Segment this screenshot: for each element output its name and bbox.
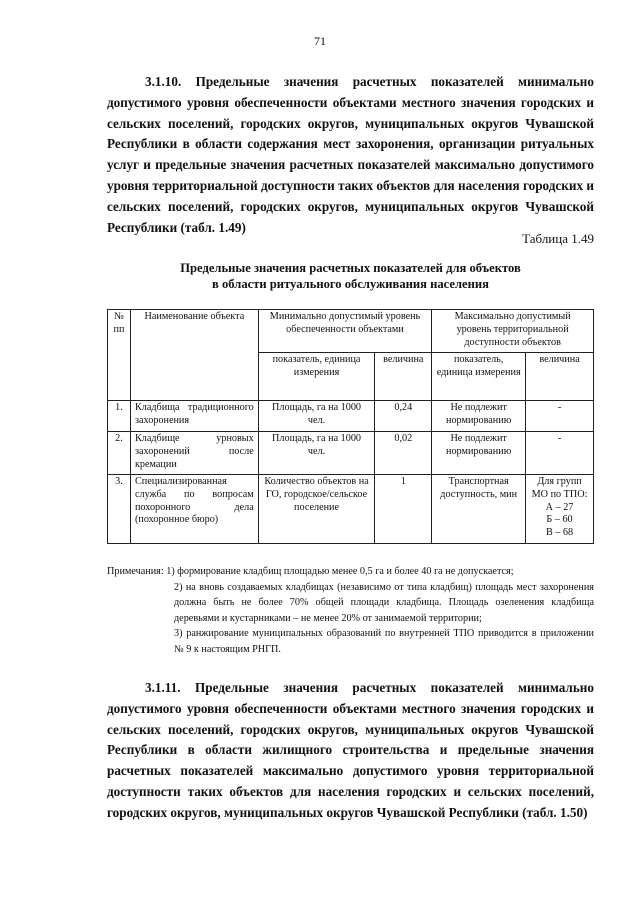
subheader-value: величина bbox=[375, 353, 432, 401]
table-number: Таблица 1.49 bbox=[522, 231, 594, 246]
header-max-access: Максимально допустимый уровень территориальной доступности объектов bbox=[432, 310, 594, 353]
row-min-value: 0,24 bbox=[375, 401, 432, 432]
row-max-indicator: Не подлежит нормированию bbox=[432, 401, 526, 432]
row-max-indicator: Транспортная доступность, мин bbox=[432, 475, 526, 544]
row-max-value bbox=[526, 475, 594, 544]
row-min-indicator: Площадь, га на 1000 чел. bbox=[258, 432, 375, 475]
row-min-indicator: Площадь, га на 1000 чел. bbox=[258, 401, 375, 432]
page-number: 71 bbox=[314, 34, 326, 48]
section-heading-text: 3.1.11. Предельные значения расчетных показателей минимально допустимого уровня обеспеченности объектами местного значения городских и сельских поселений, городских округов, муниципальных округов Чувашской Республики в области жилищного строительства и предельные значения расчетных показателей максимально допустимого уровня территориальной доступности таких объектов для населения городских и сельских поселений, городских округов, муниципальных округов Чувашской Республики (табл. 1.50) bbox=[107, 680, 594, 820]
row-max-value: - bbox=[526, 401, 594, 432]
row-name: Кладбища традиционного захоронения bbox=[130, 401, 258, 432]
header-num: № пп bbox=[108, 310, 131, 401]
row-min-indicator: Количество объектов на ГО, городское/сельское поселение bbox=[258, 475, 375, 544]
row-min-value: 1 bbox=[375, 475, 432, 544]
tpo-group-a: А – 27 bbox=[545, 501, 574, 513]
subheader-indicator-unit: показатель, единица измерения bbox=[258, 353, 375, 401]
section-heading-3-1-10 bbox=[107, 72, 594, 238]
table-row bbox=[108, 475, 594, 544]
section-heading-text: 3.1.10. Предельные значения расчетных показателей минимально допустимого уровня обеспеченности объектами местного значения городских и сельских поселений, городских округов, муниципальных округов Чувашской Республики в области содержания мест захоронения, организации ритуальных услуг и предельные значения расчетных показателей максимально допустимого уровня территориальной доступности таких объектов для населения городских и сельских поселений, городских округов, муниципальных округов Чувашской Республики (табл. 1.49) bbox=[107, 74, 594, 235]
section-heading-3-1-11 bbox=[107, 678, 594, 824]
table-title bbox=[107, 260, 594, 292]
norms-table bbox=[107, 309, 594, 544]
table-title-line-2: в области ритуального обслуживания населения bbox=[212, 277, 489, 291]
table-title-line-1: Предельные значения расчетных показателей для объектов bbox=[180, 261, 521, 275]
row-max-indicator: Не подлежит нормированию bbox=[432, 432, 526, 475]
table-notes bbox=[107, 564, 594, 657]
row-name: Специализированная служба по вопросам похоронного дела (похоронное бюро) bbox=[130, 475, 258, 544]
tpo-groups-label: Для групп МО по ТПО: bbox=[531, 476, 588, 500]
table-row bbox=[108, 432, 594, 475]
note-1: Примечания: 1) формирование кладбищ площадью менее 0,5 га и более 40 га не допускается; bbox=[107, 566, 514, 577]
header-name: Наименование объекта bbox=[130, 310, 258, 401]
row-num: 2. bbox=[108, 432, 131, 475]
row-max-value: - bbox=[526, 432, 594, 475]
note-3: 3) ранжирование муниципальных образований по внутренней ТПО приводится в приложении № 9 к настоящим РНГП. bbox=[174, 628, 594, 655]
row-name: Кладбище урновых захоронений после кремации bbox=[130, 432, 258, 475]
row-min-value: 0,02 bbox=[375, 432, 432, 475]
tpo-group-v: В – 68 bbox=[545, 527, 574, 539]
tpo-group-b: Б – 60 bbox=[546, 514, 573, 526]
header-min-level: Минимально допустимый уровень обеспеченности объектами bbox=[258, 310, 432, 353]
subheader-value-2: величина bbox=[526, 353, 594, 401]
row-num: 1. bbox=[108, 401, 131, 432]
subheader-indicator-unit-2: показатель, единица измерения bbox=[432, 353, 526, 401]
table-header-row bbox=[108, 310, 594, 353]
table-row bbox=[108, 401, 594, 432]
note-2: 2) на вновь создаваемых кладбищах (независимо от типа кладбищ) площадь мест захоронения должна быть не более 70% общей площади кладбища. Площадь озеленения кладбища деревьями и кустарниками – не менее 20% от занимаемой территории; bbox=[174, 581, 594, 624]
row-num: 3. bbox=[108, 475, 131, 544]
